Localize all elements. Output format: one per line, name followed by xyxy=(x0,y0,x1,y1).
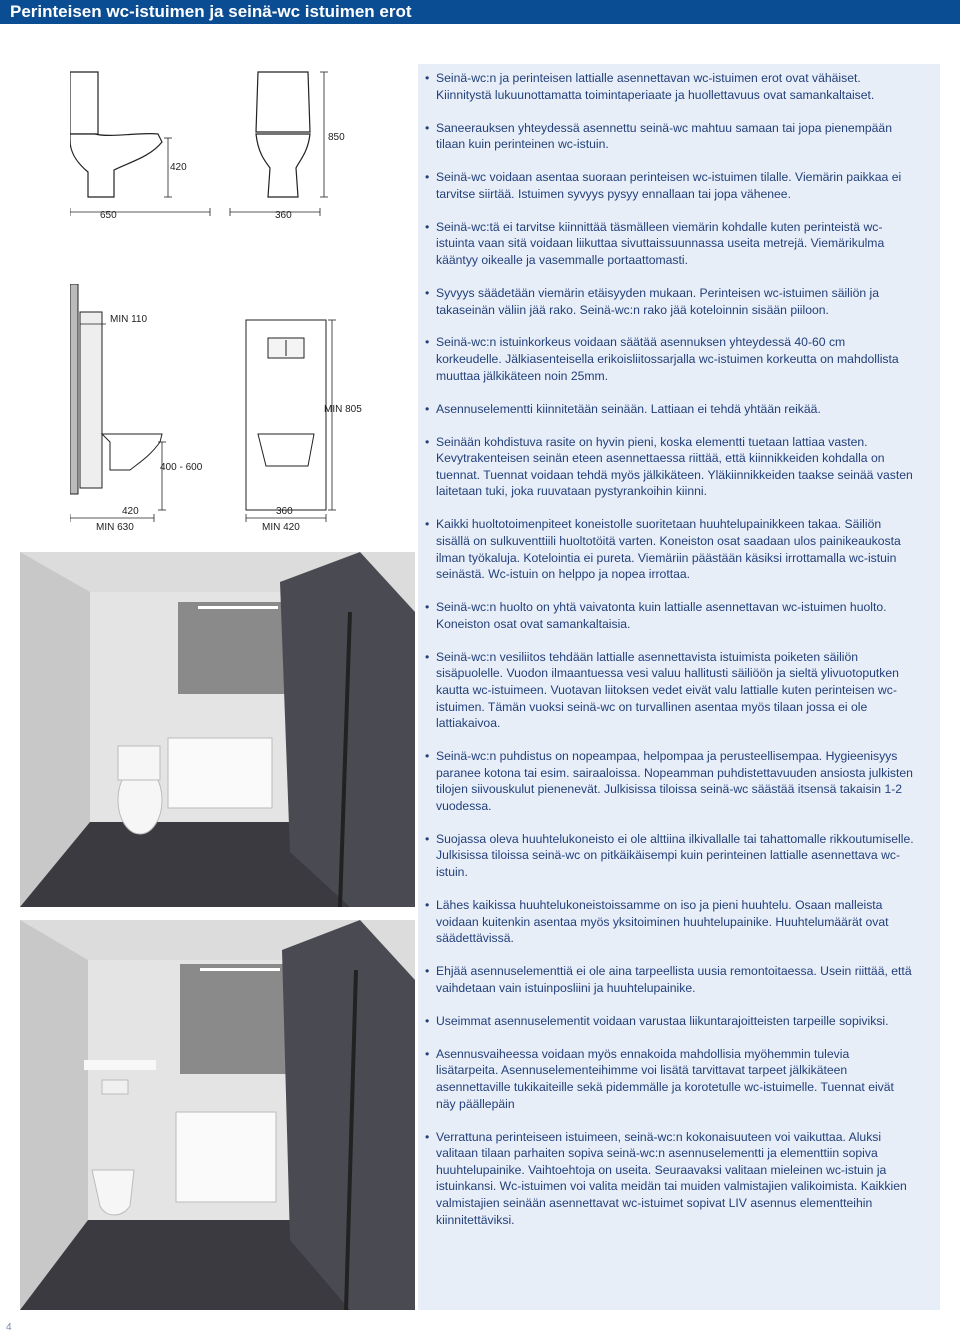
bullet-item: • Seinä-wc:n ja perinteisen lattialle asennettavan wc-istuimen erot ovat vähäiset. Kiinnitystä lukuunottamatta toimintaperiaate ja huollettavuus ovat samankaltaiset. xyxy=(422,70,914,103)
bathroom-floor-toilet-image xyxy=(20,552,415,907)
dim-seat-height-floor: 420 xyxy=(170,162,187,173)
bullet-item: • Suojassa oleva huuhtelukoneisto ei ole alttiina ilkivallalle tai tahattomalle rikkoutumiselle. Julkisissa tiloissa seinä-wc on pitkäikäisempi kuin perinteinen lattialle asennettava wc-istuin. xyxy=(422,831,914,881)
bullet-item: • Seinä-wc:n istuinkorkeus voidaan säätää asennuksen yhteydessä 40-60 cm korkeudelle. Jälkiasenteisella erikoisliitossarjalla wc-istuimen korkeutta on mahdollista muuttaa jälkikäteen noin 25mm. xyxy=(422,334,914,384)
bathroom-wall-toilet-image xyxy=(20,920,415,1310)
bullet-list xyxy=(422,70,914,1245)
dim-min-110: MIN 110 xyxy=(110,314,148,325)
dim-depth-wall: 420 xyxy=(122,506,139,517)
bullet-item: • Asennusvaiheessa voidaan myös ennakoida mahdollisia myöhemmin tulevia lisätarpeita. Asennuselementeihimme voi lisätä tarvittavat tarpeet jälkikäteen asennettaville tukikaiteille sekä pidemmälle ja korotetulle wc-istuimelle. Tuennat eivät näy päällepäin xyxy=(422,1046,914,1112)
page-header xyxy=(0,0,960,24)
page-number: 4 xyxy=(6,1322,12,1333)
floor-toilet-side-view xyxy=(70,72,162,197)
floor-toilet-diagram xyxy=(70,62,390,232)
bullet-item: • Syvyys säädetään viemärin etäisyyden mukaan. Perinteisen wc-istuimen säiliön ja takaseinän väliin jää rako. Seinä-wc:n rako jää koteloinnin sisään piiloon. xyxy=(422,285,914,318)
bullet-item: • Seinä-wc voidaan asentaa suoraan perinteisen wc-istuimen tilalle. Viemärin paikkaa ei tarvitse siirtää. Istuimen syvyys pysyy ennallaan tai jopa vähenee. xyxy=(422,169,914,202)
bullet-item: • Useimmat asennuselementit voidaan varustaa liikuntarajoitteisten tarpeille sopiviksi. xyxy=(422,1013,914,1030)
bullet-item: • Ehjää asennuselementtiä ei ole aina tarpeellista uusia remontoitaessa. Usein riittää, että vaihdetaan vain istuinposliini ja huuhtelupainike. xyxy=(422,963,914,996)
dim-min-630: MIN 630 xyxy=(96,522,134,533)
dim-width-floor: 360 xyxy=(275,210,292,221)
bullet-item: • Lähes kaikissa huuhtelukoneistoissamme on iso ja pieni huuhtelu. Osaan malleista voidaan kuitenkin asentaa myös yksitoiminen huuhtelupainike. Huuhtelumäärät ovat säädettävissä. xyxy=(422,897,914,947)
wall-toilet-front-view xyxy=(246,320,326,510)
dim-width-wall: 360 xyxy=(276,506,293,517)
dim-total-height-floor: 850 xyxy=(328,132,345,143)
wall-toilet-diagram xyxy=(70,284,390,534)
bullet-item: • Seinä-wc:n vesiliitos tehdään lattialle asennettavista istuimista poiketen säiliön sisäpuolelle. Vuodon ilmaantuessa vesi valuu hallitusti säiliöön ja sieltä ylivuotoputken kautta wc-istuimeen. Vuotavan liitoksen vedet eivät valu lattialle kuten perinteisen wc-istuimen. Tämän vuoksi seinä-wc on turvallinen asentaa myös tilaan jossa ei ole lattiakaivoa. xyxy=(422,649,914,732)
bullet-item: • Seinä-wc:n huolto on yhtä vaivatonta kuin lattialle asennettavan wc-istuimen huolto. Koneiston osat ovat samankaltaisia. xyxy=(422,599,914,632)
dim-depth-floor: 650 xyxy=(100,210,117,221)
bullet-item: • Kaikki huoltotoimenpiteet koneistolle suoritetaan huuhtelupainikkeen takaa. Säiliön sisällä on sulkuventtiili huoltotöitä varten. Koneiston osat saadaan ulos painikeaukosta ilman työkaluja. Kotelointia ei pureta. Viemäriin päästään käsiksi irrottamalla wc-istuin seinästä. Wc-istuin on helppo ja nopea irrottaa. xyxy=(422,516,914,582)
dim-min-805: MIN 805 xyxy=(324,404,362,415)
bullet-item: • Seinä-wc:tä ei tarvitse kiinnittää täsmälleen viemärin kohdalle kuten perinteistä wc-istuinta vaan sitä voidaan liikuttaa sivuttaissuunnassa useita metrejä. Viemärikulma kääntyy oikealle ja vasemmalle portaattomasti. xyxy=(422,219,914,269)
dim-height-range: 400 - 600 xyxy=(160,462,203,473)
page-title: Perinteisen wc-istuimen ja seinä-wc istuimen erot xyxy=(10,2,412,21)
floor-toilet-front-view xyxy=(256,72,310,197)
bullet-item: • Seinä-wc:n puhdistus on nopeampaa, helpompaa ja perusteellisempaa. Hygieenisyys paranee kotona tai esim. sairaaloissa. Nopeamman puhdistettavuuden ansiosta julkisten tilojen siivouskulut pienenevät. Julkisissa tiloissa seinä-wc säästää itsensä takaisin 1-2 vuodessa. xyxy=(422,748,914,814)
bullet-item: • Asennuselementti kiinnitetään seinään. Lattiaan ei tehdä yhtään reikää. xyxy=(422,401,914,418)
bullet-item: • Saneerauksen yhteydessä asennettu seinä-wc mahtuu samaan tai jopa pienempään tilaan kuin perinteinen wc-istuin. xyxy=(422,120,914,153)
bullet-item: • Verrattuna perinteiseen istuimeen, seinä-wc:n kokonaisuuteen voi vaikuttaa. Aluksi valitaan tilaan parhaiten sopiva seinä-wc:n asennuselementti ja elementtiin sopiva huuhtelupainike. Vaihtoehtoja on useita. Seuraavaksi valitaan mieleinen wc-istuin ja istuinkansi. Wc-istuimen voi valita meidän tai muiden valmistajien valikoimista. Kaikkien valmistajien seinään asennettavat wc-istuimet sopivat LIV asennus elementteihin kiinnitettäviksi. xyxy=(422,1129,914,1229)
dim-min-420: MIN 420 xyxy=(262,522,300,533)
bullet-item: • Seinään kohdistuva rasite on hyvin pieni, koska elementti tuetaan lattiaa vasten. Kevytrakenteisen seinän eteen asennettaessa riittää, että kiinnikkeiden kohdalla on tuennat. Tuennat voidaan tehdä myös jälkikäteen. Yläkiinnikkeiden taakse seinää vasten laitetaan tuki, joka ruuvataan pystyrankoihin kiinni. xyxy=(422,434,914,500)
